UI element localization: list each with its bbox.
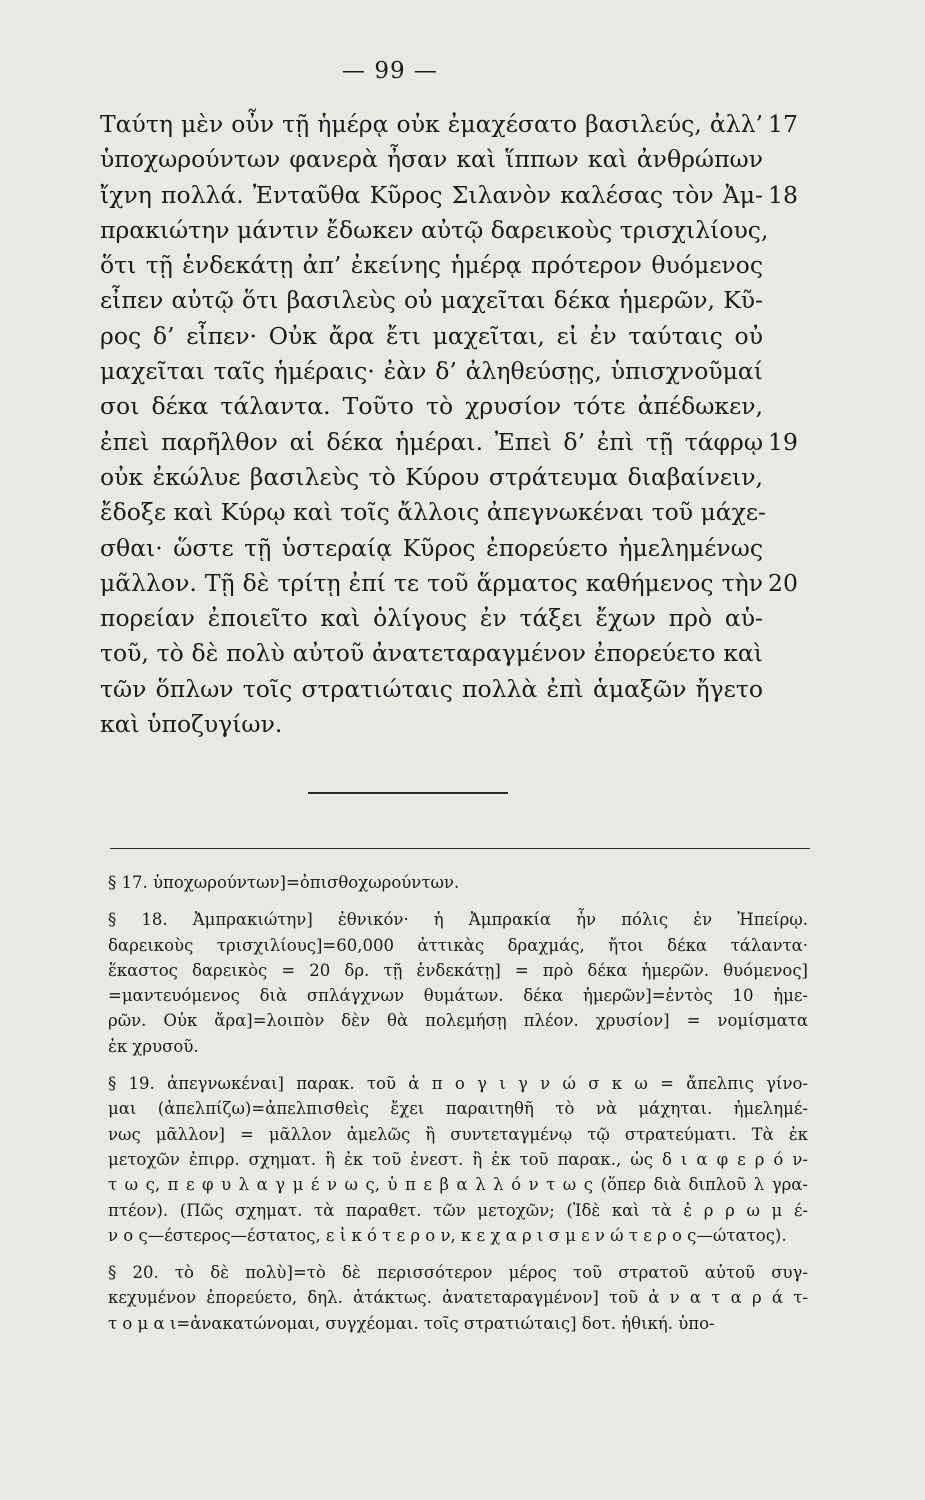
text-line-content: Ταύτη μὲν οὖν τῇ ἡμέρᾳ οὐκ ἐμαχέσατο βασιλεύς, ἀλλ’	[100, 110, 763, 138]
note-block	[108, 870, 808, 895]
note-block	[108, 1260, 808, 1336]
note-line-content: τ ω ς, π ε φ υ λ α γ μ έ ν ω ς, ὑ π ε β α λ λ ό ν τ ω ς (ὅπερ διὰ διπλοῦ λ γρα-	[108, 1175, 808, 1195]
note-line-content: § 19. ἀπεγνωκέναι] παρακ. τοῦ ἀ π ο γ ι γ ν ώ σ κ ω = ἄπελπις γίνο-	[108, 1074, 808, 1094]
text-line	[100, 107, 798, 142]
text-end-rule	[308, 792, 508, 794]
note-line-content: ρῶν. Οὐκ ἄρα]=λοιπὸν δὲν θὰ πολεμήσῃ πλέον. χρυσίον] = νομίσματα	[108, 1011, 808, 1031]
note-line	[108, 1285, 808, 1310]
text-line-content: τῶν ὅπλων τοῖς στρατιώταις πολλὰ ἐπὶ ἁμαξῶν ἤγετο	[100, 674, 763, 703]
note-block	[108, 907, 808, 1059]
text-line	[100, 389, 763, 424]
text-line	[100, 672, 763, 707]
text-line	[100, 178, 798, 213]
note-line	[108, 1147, 808, 1172]
text-line	[100, 319, 763, 354]
note-line-content: κεχυμένον ἐπορεύετο, δηλ. ἀτάκτως. ἀνατεταραγμένον] τοῦ ἀ ν α τ α ρ ά τ-	[108, 1288, 808, 1308]
text-line-content: μᾶλλον. Τῇ δὲ τρίτῃ ἐπί τε τοῦ ἅρματος καθήμενος τὴν	[100, 568, 763, 597]
note-line-content: ἕκαστος δαρεικὸς = 20 δρ. τῇ ἑνδεκάτῃ] = πρὸ δέκα ἡμερῶν. θυόμενος]	[108, 960, 808, 980]
note-line	[108, 1223, 808, 1248]
text-line	[100, 601, 763, 636]
text-line-content: μαχεῖται ταῖς ἡμέραις· ἐὰν δ’ ἀληθεύσῃς, ὑπισχνοῦμαί	[100, 357, 763, 386]
note-line	[108, 1008, 808, 1033]
note-line	[108, 1071, 808, 1096]
note-line	[108, 1096, 808, 1121]
text-line	[100, 248, 763, 283]
text-line	[100, 460, 763, 495]
text-line	[100, 636, 763, 671]
text-line-content: εἶπεν αὐτῷ ὅτι βασιλεὺς οὐ μαχεῖται δέκα ἡμερῶν, Κῦ-	[100, 286, 763, 315]
text-line	[100, 283, 763, 318]
text-line-content: ἔδοξε καὶ Κύρῳ καὶ τοῖς ἄλλοις ἀπεγνωκέναι τοῦ μάχε-	[100, 498, 766, 527]
text-line-content: σθαι· ὥστε τῇ ὑστεραίᾳ Κῦρος ἐπορεύετο ἠμελημένως	[100, 533, 763, 562]
note-line-content: πτέον). (Πῶς σχηματ. τὰ παραθετ. τῶν μετοχῶν; (Ἰδὲ καὶ τὰ ἐ ρ ρ ω μ έ-	[108, 1200, 808, 1220]
main-text	[100, 107, 820, 742]
note-block	[108, 1071, 808, 1248]
note-line-content: ἐκ χρυσοῦ.	[108, 1036, 199, 1056]
note-line	[108, 1311, 808, 1336]
text-line-content: πρακιώτην μάντιν ἔδωκεν αὐτῷ δαρεικοὺς τρισχιλίους,	[100, 215, 769, 244]
page-number: — 99 —	[342, 58, 438, 84]
text-line	[100, 566, 798, 601]
note-line-content: § 17. ὑποχωρούντων]=ὀπισθοχωρούντων.	[108, 873, 460, 892]
text-line-content: ἐπεὶ παρῆλθον αἱ δέκα ἡμέραι. Ἐπεὶ δ’ ἐπὶ τῇ τάφρῳ	[100, 427, 763, 456]
note-gap	[108, 1248, 808, 1260]
text-line	[100, 531, 763, 566]
text-line-content: πορείαν ἐποιεῖτο καὶ ὀλίγους ἐν τάξει ἔχων πρὸ αὑ-	[100, 604, 763, 633]
note-line-content: § 20. τὸ δὲ πολὺ]=τὸ δὲ περισσότερον μέρος τοῦ στρατοῦ αὐτοῦ συγ-	[108, 1263, 808, 1283]
section-number: 19	[768, 427, 798, 456]
note-line	[108, 870, 808, 895]
note-gap	[108, 895, 808, 907]
note-line	[108, 1260, 808, 1285]
text-line	[100, 142, 763, 177]
text-line-content: σοι δέκα τάλαντα. Τοῦτο τὸ χρυσίον τότε ἀπέδωκεν,	[100, 392, 763, 421]
text-line	[100, 354, 763, 389]
note-line	[108, 958, 808, 983]
footnote-separator	[110, 848, 810, 849]
text-line	[100, 425, 798, 460]
note-line	[108, 1034, 808, 1059]
text-line-content: ὑποχωρούντων φανερὰ ἦσαν καὶ ἵππων καὶ ἀνθρώπων	[100, 145, 763, 174]
text-line-content: καὶ ὑποζυγίων.	[100, 710, 283, 739]
text-line-content: ἴχνη πολλά. Ἐνταῦθα Κῦρος Σιλανὸν καλέσας τὸν Ἀμ-	[100, 180, 763, 209]
section-number: 20	[768, 568, 798, 597]
note-line-content: μετοχῶν ἐπιρρ. σχηματ. ἢ ἐκ τοῦ ἐνεστ. ἢ ἐκ τοῦ παρακ., ὡς δ ι α φ ε ρ ό ν-	[108, 1149, 808, 1169]
text-line-content: τοῦ, τὸ δὲ πολὺ αὐτοῦ ἀνατεταραγμένον ἐπορεύετο καὶ	[100, 639, 763, 668]
text-line-content: οὐκ ἐκώλυε βασιλεὺς τὸ Κύρου στράτευμα διαβαίνειν,	[100, 462, 763, 491]
text-line	[100, 213, 769, 248]
note-line	[108, 1122, 808, 1147]
note-line	[108, 933, 808, 958]
note-line-content: τ ο μ α ι=ἀνακατώνομαι, συγχέομαι. τοῖς στρατιώταις] δοτ. ἠθική. ὑπο-	[108, 1313, 715, 1333]
note-line-content: νως μᾶλλον] = μᾶλλον ἀμελῶς ἢ συντεταγμένῳ τῷ στρατεύματι. Τὰ ἐκ	[108, 1124, 808, 1144]
text-line	[100, 495, 766, 530]
note-line	[108, 983, 808, 1008]
note-line	[108, 907, 808, 932]
note-line	[108, 1198, 808, 1223]
section-number: 18	[768, 180, 798, 209]
text-line-content: ρος δ’ εἶπεν· Οὐκ ἄρα ἔτι μαχεῖται, εἰ ἐν ταύταις οὐ	[100, 321, 763, 350]
note-line-content: ν ο ς—έστερος—έστατος, ε ἰ κ ό τ ε ρ ο ν, κ ε χ α ρ ι σ μ ε ν ώ τ ε ρ ο ς—ώτατος).	[108, 1225, 787, 1245]
commentary-notes	[108, 870, 808, 1336]
note-line-content: =μαντευόμενος διὰ σπλάγχνων θυμάτων. δέκα ἡμερῶν]=ἐντὸς 10 ἡμε-	[108, 986, 808, 1006]
text-line	[100, 707, 763, 742]
note-line	[108, 1172, 808, 1197]
note-line-content: μαι (ἀπελπίζω)=ἀπελπισθεὶς ἔχει παραιτηθῆ τὸ νὰ μάχηται. ἠμελημέ-	[108, 1099, 808, 1119]
note-line-content: § 18. Ἀμπρακιώτην] ἐθνικόν· ἡ Ἀμπρακία ἦν πόλις ἐν Ἠπείρῳ.	[108, 910, 808, 930]
section-number: 17	[768, 110, 798, 138]
note-gap	[108, 1059, 808, 1071]
note-line-content: δαρεικοὺς τρισχιλίους]=60,000 ἀττικὰς δραχμάς, ἤτοι δέκα τάλαντα·	[108, 935, 808, 955]
text-line-content: ὅτι τῇ ἑνδεκάτῃ ἀπ’ ἐκείνης ἡμέρᾳ πρότερον θυόμενος	[100, 251, 763, 280]
